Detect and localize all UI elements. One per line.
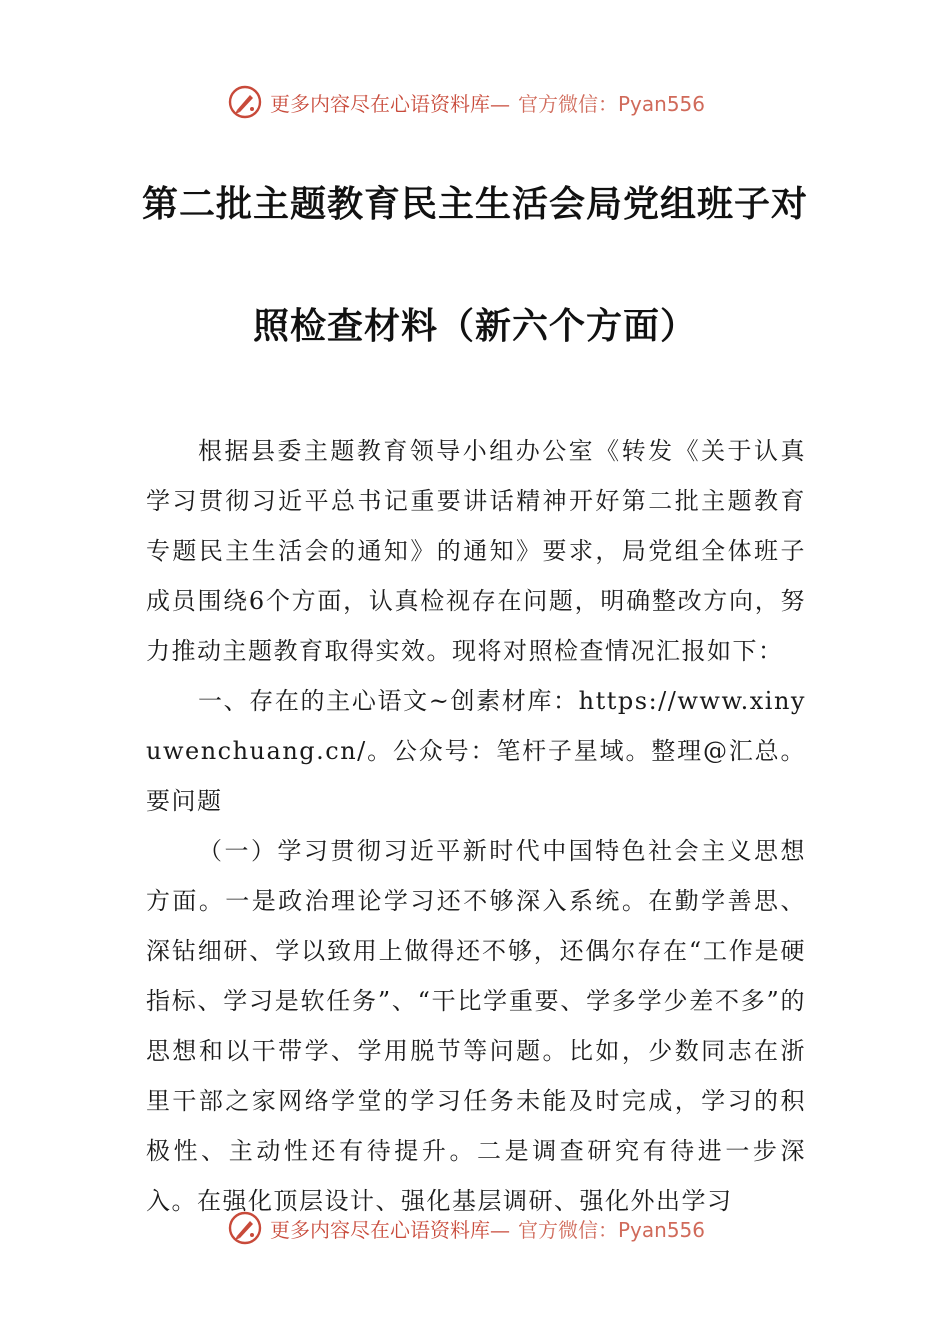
document-title-line-2: 照检查材料（新六个方面） bbox=[252, 306, 697, 347]
document-body bbox=[146, 426, 806, 1226]
watermark-wechat: 官方微信：Pyan556 bbox=[518, 91, 706, 116]
watermark-banner-top bbox=[228, 82, 705, 122]
document-title-line-1: 第二批主题教育民主生活会局党组班子对 bbox=[141, 184, 808, 225]
pen-logo-icon bbox=[228, 1211, 262, 1245]
paragraph-section-1: （一）学习贯彻习近平新时代中国特色社会主义思想方面。一是政治理论学习还不够深入系统。在勤学善思、深钻细研、学以致用上做得还不够，还偶尔存在“工作是硬指标、学习是软任务”、“干比学重要、学多学少差不多”的思想和以干带学、学用脱节等问题。比如，少数同志在浙里干部之家网络学堂的学习任务未能及时完成，学习的积极性、主动性还有待提升。二是调查研究有待进一步深入。在强化顶层设计、强化基层调研、强化外出学习 bbox=[146, 837, 806, 1215]
watermark-text: 更多内容尽在心语资料库— bbox=[270, 1217, 510, 1242]
paragraph-intro: 根据县委主题教育领导小组办公室《转发《关于认真学习贯彻习近平总书记重要讲话精神开好第二批主题教育专题民主生活会的通知》的通知》要求，局党组全体班子成员围绕6个方面，认真检视存在问题，明确整改方向，努力推动主题教育取得实效。现将对照检查情况汇报如下： bbox=[146, 437, 806, 665]
watermark-banner-bottom bbox=[228, 1208, 705, 1248]
watermark-text: 更多内容尽在心语资料库— bbox=[270, 91, 510, 116]
section-heading: 一、存在的主心语文~创素材库：https://www.xinyuwenchuang.cn/。公众号：笔杆子星域。整理@汇总。要问题 bbox=[146, 687, 806, 815]
pen-logo-icon bbox=[228, 85, 262, 119]
watermark-wechat: 官方微信：Pyan556 bbox=[518, 1217, 706, 1242]
